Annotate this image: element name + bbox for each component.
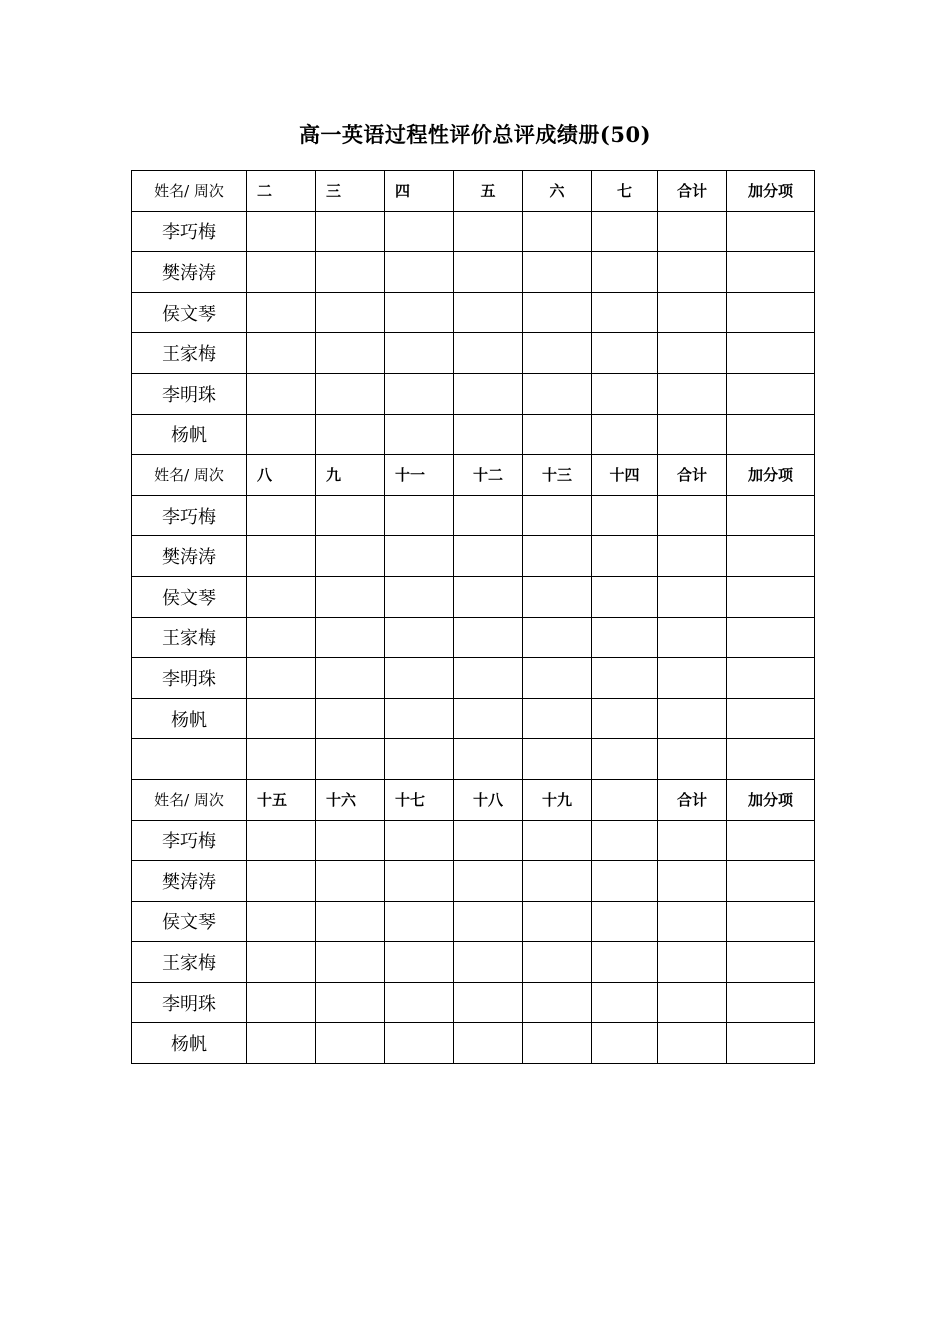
score-cell <box>523 617 592 658</box>
score-cell <box>592 698 658 739</box>
score-cell <box>454 658 523 699</box>
score-cell <box>523 901 592 942</box>
table-row <box>132 942 815 983</box>
page-title: 高一英语过程性评价总评成绩册(50) <box>298 122 652 147</box>
week-header: 七 <box>592 171 658 212</box>
student-name: 李明珠 <box>132 658 247 699</box>
student-name: 樊涛涛 <box>132 536 247 577</box>
score-cell <box>316 1023 385 1064</box>
score-cell <box>385 495 454 536</box>
score-cell <box>247 820 316 861</box>
score-cell <box>523 373 592 414</box>
week-header: 二 <box>247 171 316 212</box>
score-cell <box>316 658 385 699</box>
score-cell <box>385 942 454 983</box>
empty-cell <box>132 739 247 780</box>
score-cell <box>316 495 385 536</box>
grade-table <box>131 170 815 1064</box>
student-name: 杨帆 <box>132 414 247 455</box>
score-cell <box>247 252 316 293</box>
score-cell <box>523 333 592 374</box>
score-cell <box>658 333 727 374</box>
total-header: 合计 <box>658 171 727 212</box>
score-cell <box>454 414 523 455</box>
student-name: 王家梅 <box>132 617 247 658</box>
student-name: 王家梅 <box>132 942 247 983</box>
score-cell <box>727 901 815 942</box>
score-cell <box>727 414 815 455</box>
score-cell <box>247 576 316 617</box>
empty-cell <box>727 739 815 780</box>
score-cell <box>454 292 523 333</box>
table-row <box>132 373 815 414</box>
score-cell <box>316 414 385 455</box>
score-cell <box>454 698 523 739</box>
score-cell <box>658 658 727 699</box>
score-cell <box>316 292 385 333</box>
score-cell <box>316 698 385 739</box>
score-cell <box>727 820 815 861</box>
score-cell <box>247 373 316 414</box>
score-cell <box>454 901 523 942</box>
score-cell <box>658 211 727 252</box>
score-cell <box>523 658 592 699</box>
score-cell <box>727 292 815 333</box>
score-cell <box>727 333 815 374</box>
empty-cell <box>316 739 385 780</box>
student-name: 杨帆 <box>132 1023 247 1064</box>
score-cell <box>316 942 385 983</box>
score-cell <box>592 536 658 577</box>
week-header: 十一 <box>385 455 454 496</box>
week-header: 八 <box>247 455 316 496</box>
student-name: 李巧梅 <box>132 820 247 861</box>
score-cell <box>385 333 454 374</box>
score-cell <box>316 333 385 374</box>
score-cell <box>385 536 454 577</box>
score-cell <box>316 211 385 252</box>
score-cell <box>247 333 316 374</box>
table-row <box>132 414 815 455</box>
score-cell <box>592 820 658 861</box>
bonus-header: 加分项 <box>727 455 815 496</box>
total-header: 合计 <box>658 455 727 496</box>
score-cell <box>454 942 523 983</box>
score-cell <box>316 617 385 658</box>
student-name: 侯文琴 <box>132 576 247 617</box>
score-cell <box>247 617 316 658</box>
week-header: 十七 <box>385 779 454 820</box>
score-cell <box>385 982 454 1023</box>
score-cell <box>385 901 454 942</box>
table-row <box>132 576 815 617</box>
table-row <box>132 1023 815 1064</box>
table-row <box>132 617 815 658</box>
score-cell <box>592 333 658 374</box>
score-cell <box>385 576 454 617</box>
score-cell <box>385 698 454 739</box>
week-header: 五 <box>454 171 523 212</box>
table-row <box>132 292 815 333</box>
score-cell <box>523 1023 592 1064</box>
empty-cell <box>592 739 658 780</box>
score-cell <box>454 211 523 252</box>
score-cell <box>247 292 316 333</box>
total-header: 合计 <box>658 779 727 820</box>
score-cell <box>658 698 727 739</box>
score-cell <box>316 861 385 902</box>
score-cell <box>523 252 592 293</box>
score-cell <box>592 861 658 902</box>
score-cell <box>316 252 385 293</box>
empty-cell <box>247 739 316 780</box>
score-cell <box>247 495 316 536</box>
score-cell <box>247 414 316 455</box>
score-cell <box>727 576 815 617</box>
week-header: 十二 <box>454 455 523 496</box>
student-name: 李巧梅 <box>132 211 247 252</box>
name-week-header: 姓名/ 周次 <box>132 779 247 820</box>
score-cell <box>316 576 385 617</box>
score-cell <box>523 536 592 577</box>
score-cell <box>454 576 523 617</box>
week-header <box>592 779 658 820</box>
bonus-header: 加分项 <box>727 779 815 820</box>
table-row <box>132 536 815 577</box>
table-row <box>132 861 815 902</box>
score-cell <box>385 252 454 293</box>
score-cell <box>727 211 815 252</box>
score-cell <box>247 982 316 1023</box>
score-cell <box>658 373 727 414</box>
score-cell <box>385 820 454 861</box>
week-header: 十四 <box>592 455 658 496</box>
score-cell <box>727 495 815 536</box>
score-cell <box>658 861 727 902</box>
score-cell <box>658 292 727 333</box>
score-cell <box>316 373 385 414</box>
week-header: 六 <box>523 171 592 212</box>
empty-cell <box>385 739 454 780</box>
score-cell <box>727 698 815 739</box>
score-cell <box>592 414 658 455</box>
score-cell <box>247 901 316 942</box>
score-cell <box>592 252 658 293</box>
week-header: 三 <box>316 171 385 212</box>
score-cell <box>523 820 592 861</box>
table-row <box>132 820 815 861</box>
score-cell <box>592 617 658 658</box>
score-cell <box>658 901 727 942</box>
score-cell <box>454 982 523 1023</box>
student-name: 李明珠 <box>132 373 247 414</box>
score-cell <box>592 942 658 983</box>
score-cell <box>385 617 454 658</box>
score-cell <box>523 982 592 1023</box>
header-row <box>132 171 815 212</box>
score-cell <box>658 414 727 455</box>
score-cell <box>592 576 658 617</box>
score-cell <box>454 536 523 577</box>
table-row <box>132 252 815 293</box>
week-header: 十九 <box>523 779 592 820</box>
score-cell <box>592 1023 658 1064</box>
table-row <box>132 901 815 942</box>
week-header: 四 <box>385 171 454 212</box>
student-name: 李明珠 <box>132 982 247 1023</box>
score-cell <box>316 982 385 1023</box>
score-cell <box>454 495 523 536</box>
week-header: 十三 <box>523 455 592 496</box>
score-cell <box>454 861 523 902</box>
score-cell <box>385 861 454 902</box>
score-cell <box>454 333 523 374</box>
score-cell <box>727 982 815 1023</box>
score-cell <box>247 861 316 902</box>
week-header: 十六 <box>316 779 385 820</box>
score-cell <box>727 373 815 414</box>
score-cell <box>658 495 727 536</box>
table-row <box>132 698 815 739</box>
score-cell <box>727 252 815 293</box>
score-cell <box>247 658 316 699</box>
name-week-header: 姓名/ 周次 <box>132 455 247 496</box>
table-row <box>132 495 815 536</box>
table-row <box>132 211 815 252</box>
score-cell <box>727 861 815 902</box>
student-name: 侯文琴 <box>132 292 247 333</box>
header-row <box>132 779 815 820</box>
score-cell <box>727 617 815 658</box>
score-cell <box>385 1023 454 1064</box>
table-row <box>132 982 815 1023</box>
score-cell <box>247 536 316 577</box>
score-cell <box>523 576 592 617</box>
header-row <box>132 455 815 496</box>
score-cell <box>454 617 523 658</box>
score-cell <box>658 536 727 577</box>
score-cell <box>658 942 727 983</box>
score-cell <box>658 252 727 293</box>
table-row <box>132 658 815 699</box>
score-cell <box>523 861 592 902</box>
score-cell <box>592 658 658 699</box>
score-cell <box>316 901 385 942</box>
score-cell <box>727 658 815 699</box>
student-name: 樊涛涛 <box>132 252 247 293</box>
score-cell <box>592 373 658 414</box>
score-cell <box>385 211 454 252</box>
score-cell <box>658 576 727 617</box>
student-name: 李巧梅 <box>132 495 247 536</box>
empty-cell <box>454 739 523 780</box>
score-cell <box>523 698 592 739</box>
score-cell <box>523 211 592 252</box>
student-name: 杨帆 <box>132 698 247 739</box>
empty-row <box>132 739 815 780</box>
score-cell <box>385 658 454 699</box>
score-cell <box>727 536 815 577</box>
table-row <box>132 333 815 374</box>
student-name: 樊涛涛 <box>132 861 247 902</box>
score-cell <box>385 373 454 414</box>
empty-cell <box>658 739 727 780</box>
score-cell <box>658 617 727 658</box>
score-cell <box>247 1023 316 1064</box>
score-cell <box>454 373 523 414</box>
score-cell <box>727 942 815 983</box>
score-cell <box>592 982 658 1023</box>
student-name: 王家梅 <box>132 333 247 374</box>
student-name: 侯文琴 <box>132 901 247 942</box>
score-cell <box>247 211 316 252</box>
name-week-header: 姓名/ 周次 <box>132 171 247 212</box>
score-cell <box>658 1023 727 1064</box>
bonus-header: 加分项 <box>727 171 815 212</box>
score-cell <box>592 901 658 942</box>
score-cell <box>247 942 316 983</box>
score-cell <box>523 495 592 536</box>
score-cell <box>385 292 454 333</box>
score-cell <box>727 1023 815 1064</box>
score-cell <box>523 292 592 333</box>
week-header: 十五 <box>247 779 316 820</box>
score-cell <box>658 982 727 1023</box>
score-cell <box>385 414 454 455</box>
score-cell <box>316 820 385 861</box>
week-header: 十八 <box>454 779 523 820</box>
empty-cell <box>523 739 592 780</box>
score-cell <box>523 942 592 983</box>
score-cell <box>592 211 658 252</box>
score-cell <box>316 536 385 577</box>
score-cell <box>454 252 523 293</box>
score-cell <box>247 698 316 739</box>
score-cell <box>592 292 658 333</box>
score-cell <box>454 1023 523 1064</box>
score-cell <box>454 820 523 861</box>
score-cell <box>523 414 592 455</box>
score-cell <box>658 820 727 861</box>
score-cell <box>592 495 658 536</box>
week-header: 九 <box>316 455 385 496</box>
